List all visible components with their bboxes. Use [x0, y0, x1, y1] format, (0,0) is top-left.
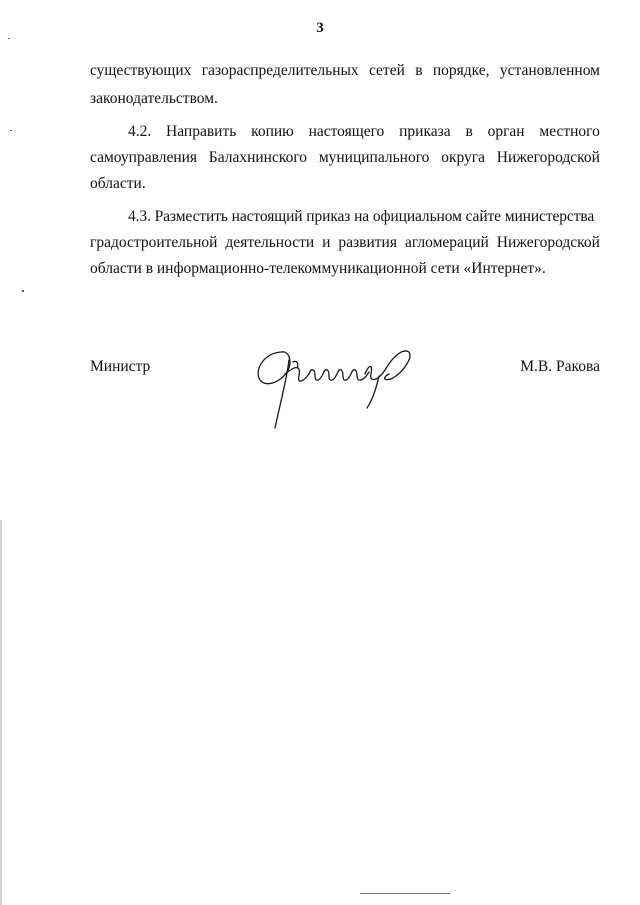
word: Направить: [166, 123, 237, 140]
word: порядке,: [432, 62, 490, 79]
word: существующих: [90, 62, 192, 79]
word: градостроительной: [90, 234, 218, 251]
word: настоящего: [308, 123, 385, 140]
handwritten-signature: [253, 338, 423, 438]
word: копию: [251, 123, 294, 140]
scan-speck: [22, 290, 24, 292]
word: 4.2.: [128, 123, 152, 140]
item-4-3-line-3: области в информационно-телекоммуникационной сети «Интернет».: [90, 260, 546, 277]
word: и: [322, 234, 331, 251]
scan-edge: [0, 520, 2, 905]
scan-speck: [10, 130, 12, 131]
item-4-2-line-3: области.: [90, 175, 146, 192]
word: Нижегородской: [496, 234, 600, 251]
scan-speck: [8, 38, 10, 39]
signer-name: М.В. Ракова: [520, 358, 600, 375]
word: в: [415, 62, 423, 79]
word: газораспределительных: [201, 62, 359, 79]
word: Балахнинского: [208, 149, 308, 166]
item-4-3-line-1: 4.3. Разместить настоящий приказ на официальном сайте министерства: [128, 208, 595, 225]
word: в: [465, 123, 473, 140]
word: развития: [338, 234, 397, 251]
item-4-2-line-1: [128, 122, 600, 142]
word: самоуправления: [90, 149, 198, 166]
word: приказа: [399, 123, 451, 140]
word: орган: [487, 123, 525, 140]
word: агломераций: [404, 234, 489, 251]
word: сетей: [368, 62, 405, 79]
item-4-2-line-2: [90, 148, 600, 168]
word: установленном: [499, 62, 600, 79]
word: деятельности: [225, 234, 315, 251]
word: муниципального: [318, 149, 430, 166]
footer-rule: [360, 893, 450, 894]
continuation-line-2: законодательством.: [90, 90, 218, 107]
page-number: 3: [316, 20, 324, 36]
word: Нижегородской: [496, 149, 600, 166]
continuation-line-1: [90, 61, 600, 81]
signer-title: Министр: [90, 358, 151, 375]
word: местного: [539, 123, 600, 140]
item-4-3-line-2: [90, 233, 600, 253]
word: округа: [441, 149, 486, 166]
